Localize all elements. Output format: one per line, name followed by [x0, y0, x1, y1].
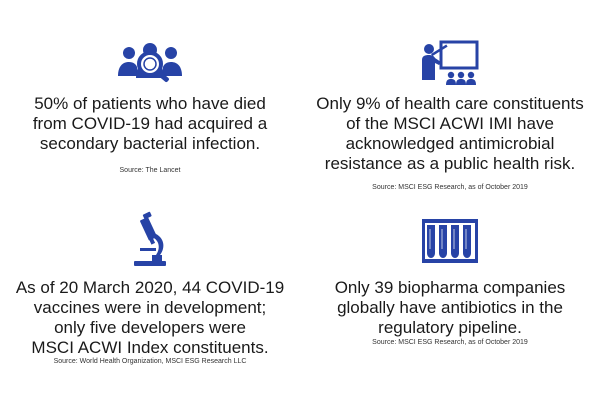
stat-text: Only 39 biopharma companies globally have antibiotics in the regulatory pipeline.	[334, 278, 566, 337]
stat-panel-infection	[0, 0, 300, 200]
source-note: Source: MSCI ESG Research, as of October 2019	[372, 184, 528, 191]
source-note: Source: MSCI ESG Research, as of October 2019	[372, 339, 528, 346]
patient-group-search-icon	[0, 42, 300, 84]
test-tubes-icon	[300, 215, 600, 265]
source-note: Source: World Health Organization, MSCI ESG Research LLC	[53, 358, 247, 365]
source-note: Source: The Lancet	[119, 167, 181, 174]
presentation-board-icon	[300, 40, 600, 86]
stat-panel-constituents	[300, 0, 600, 200]
stat-panel-pipeline	[300, 200, 600, 400]
stat-text: As of 20 March 2020, 44 COVID-19 vaccines were in development; only five developers were MSCI ACWI Index constituents.	[15, 278, 285, 357]
stat-text: 50% of patients who have died from COVID-19 had acquired a secondary bacterial infection.	[32, 94, 268, 153]
stat-text: Only 9% of health care constituents of the MSCI ACWI IMI have acknowledged antimicrobial resistance as a public health risk.	[316, 94, 584, 173]
stat-panel-vaccines	[0, 200, 300, 400]
microscope-icon	[0, 211, 300, 267]
